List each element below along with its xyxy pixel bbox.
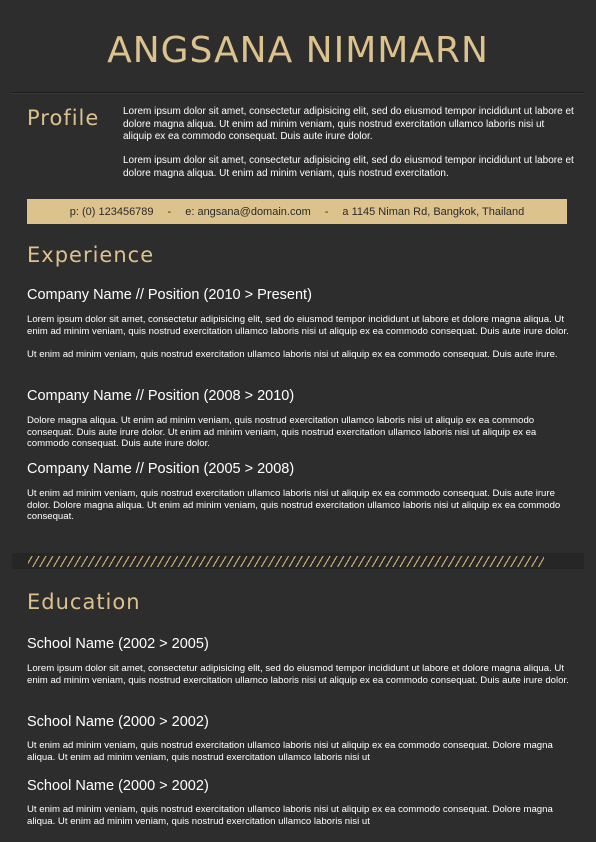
- education-item-body: Ut enim ad minim veniam, quis nostrud exercitation ullamco laboris nisi ut aliquip ex ea commodo consequat. Dolore magna aliqua. Ut enim ad minim veniam, quis nostrud exercitation ullamco laboris nisi ut: [27, 804, 553, 827]
- experience-item-body: Lorem ipsum dolor sit amet, consectetur adipisicing elit, sed do eiusmod tempor incididunt ut labore et dolore magna aliqua. Ut enim ad minim veniam, quis nostrud exercitation ullamco laboris nisi ut aliquip ex ea commodo consequat. Duis aute irure dolor.: [27, 314, 569, 337]
- candidate-name: ANGSANA NIMMARN: [107, 30, 489, 71]
- education-item-heading: School Name (2000 > 2002): [27, 714, 209, 730]
- education-item-body: Ut enim ad minim veniam, quis nostrud exercitation ullamco laboris nisi ut aliquip ex ea commodo consequat. Dolore magna aliqua. Ut enim ad minim veniam, quis nostrud exercitation ullamco laboris nisi ut: [27, 740, 553, 763]
- experience-item-body: Ut enim ad minim veniam, quis nostrud exercitation ullamco laboris nisi ut aliquip ex ea commodo consequat. Duis aute irure dolor. Dolore magna aliqua. Ut enim ad minim veniam, quis nostrud exercitation ullamco laboris nisi ut aliquip ex ea commodo consequat.: [27, 488, 561, 523]
- contact-phone: p: (0) 123456789: [69, 205, 154, 218]
- experience-heading: Experience: [27, 243, 155, 267]
- education-heading: Education: [27, 590, 141, 614]
- experience-item-body-2: Ut enim ad minim veniam, quis nostrud exercitation ullamco laboris nisi ut aliquip ex ea commodo consequat. Duis aute irure.: [27, 349, 558, 360]
- education-item-heading: School Name (2000 > 2002): [27, 778, 209, 794]
- experience-item-heading: Company Name // Position (2005 > 2008): [27, 461, 295, 477]
- contact-email[interactable]: e: angsana@domain.com: [185, 205, 311, 218]
- profile-paragraph-1: Lorem ipsum dolor sit amet, consectetur adipisicing elit, sed do eiusmod tempor incididunt ut labore et dolore magna aliqua. Ut enim ad minim veniam, quis nostrud exercitation ullamco laboris nisi ut aliquip ex ea commodo consequat. Duis aute irure dolor.: [123, 106, 574, 142]
- contact-separator: -: [167, 205, 172, 218]
- contact-address: a 1145 Niman Rd, Bangkok, Thailand: [342, 205, 525, 218]
- experience-item-body: Dolore magna aliqua. Ut enim ad minim veniam, quis nostrud exercitation ullamco laboris nisi ut aliquip ex ea commodo consequat. Duis aute irure dolor. Ut enim ad minim veniam, quis nostrud exercitation ullamco laboris nisi ut aliquip ex ea commodo consequat. Duis aute irure dolor.: [27, 415, 537, 450]
- hatch-pattern: [28, 556, 544, 567]
- education-item-body: Lorem ipsum dolor sit amet, consectetur adipisicing elit, sed do eiusmod tempor incididunt ut labore et dolore magna aliqua. Ut enim ad minim veniam, quis nostrud exercitation ullamco laboris nisi ut aliquip ex ea commodo consequat. Duis aute irure dolor.: [27, 663, 569, 686]
- contact-bar: [27, 199, 567, 224]
- profile-heading: Profile: [27, 106, 100, 130]
- header-divider-highlight: [12, 93, 584, 94]
- experience-item-heading: Company Name // Position (2008 > 2010): [27, 388, 295, 404]
- experience-item-heading: Company Name // Position (2010 > Present): [27, 287, 312, 303]
- education-item-heading: School Name (2002 > 2005): [27, 636, 209, 652]
- contact-separator: -: [324, 205, 329, 218]
- profile-paragraph-2: Lorem ipsum dolor sit amet, consectetur adipisicing elit, sed do eiusmod tempor incididunt ut labore et dolore magna aliqua. Ut enim ad minim veniam, quis nostrud exercitation.: [123, 155, 574, 179]
